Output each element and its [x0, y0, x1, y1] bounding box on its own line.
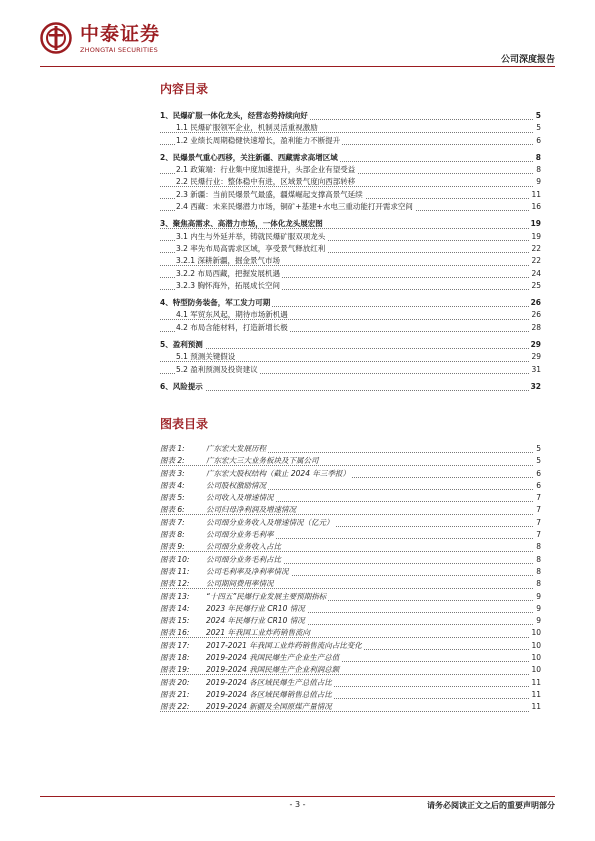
figure-title: 2023 年民爆行业 CR10 情况: [206, 603, 305, 613]
figure-page: 10: [529, 664, 541, 676]
toc-entry-page: 29: [529, 351, 541, 363]
toc-entry-page: 8: [534, 152, 541, 164]
toc-entry-title: 2.3 新疆：当前民爆景气最盛，疆煤崛起支撑高景气延续: [176, 189, 363, 199]
figure-entry[interactable]: [160, 480, 541, 492]
figure-page: 7: [534, 517, 541, 529]
toc-entry-page: 5: [534, 110, 541, 122]
figure-title: 公司归母净利润及增速情况: [206, 505, 296, 515]
figure-page: 11: [529, 677, 541, 689]
figure-label: 图表 18:: [160, 653, 190, 663]
figures-title: 图表目录: [160, 417, 209, 431]
toc-entry-title: 3.1 内生与外延并举，铸就民爆矿服双项龙头: [176, 231, 326, 241]
footer-divider: [40, 796, 555, 797]
toc-entry[interactable]: [160, 231, 541, 243]
figure-label: 图表 5:: [160, 493, 185, 503]
dot-leader: [160, 390, 541, 391]
toc-entry-title: 5.2 盈利预测及投资建议: [176, 364, 258, 374]
figure-page: 7: [534, 492, 541, 504]
figure-label: 图表 1:: [160, 444, 185, 453]
figure-label: 图表 14:: [160, 603, 190, 613]
toc-entry[interactable]: [160, 268, 541, 280]
figure-title: 公司细分业务毛利占比: [206, 554, 281, 564]
figure-page: 9: [534, 615, 541, 627]
toc-entry-page: 32: [529, 381, 541, 393]
figure-label: 图表 15:: [160, 616, 190, 626]
toc-entry-page: 22: [529, 243, 541, 255]
figure-title: 公司细分业务收入及增速情况（亿元）: [206, 517, 334, 527]
toc-entry-title: 1、民爆矿服一体化龙头，经营态势持续向好: [160, 111, 308, 120]
figure-title: 2019-2024 各区域民爆销售总值占比: [206, 689, 332, 699]
company-logo: [40, 22, 180, 62]
toc-entry-title: 2.2 民爆行业：整体稳中有进，区域景气度向西部转移: [176, 177, 356, 187]
figure-entry[interactable]: [160, 504, 541, 516]
contents-title: 内容目录: [160, 82, 209, 96]
logo-chinese-name: 中泰证券: [80, 23, 161, 45]
figure-title: 广东宏大三大业务板块及下属公司: [206, 456, 319, 466]
figure-entry[interactable]: [160, 701, 541, 713]
header-divider: [40, 66, 555, 67]
figure-entry[interactable]: [160, 591, 541, 603]
toc-entry-title: 2、民爆景气重心西移，关注新疆、西藏需求高增区域: [160, 152, 338, 162]
toc-entry-title: 2.4 西藏：未来民爆潜力市场，铜矿+基建+水电三重动能打开需求空间: [176, 202, 413, 212]
toc-entry[interactable]: [160, 122, 541, 134]
toc-entry-page: 28: [529, 322, 541, 334]
toc-entry[interactable]: [160, 201, 541, 213]
toc-entry[interactable]: [160, 218, 541, 230]
toc-entry-page: 19: [529, 231, 541, 243]
figure-title: 公司毛利率及净利率情况: [206, 566, 289, 576]
figure-title: 广东宏大股权结构（截止 2024 年三季报）: [206, 468, 350, 478]
figure-entry[interactable]: [160, 640, 541, 652]
figure-entry[interactable]: [160, 443, 541, 455]
figure-page: 7: [534, 529, 541, 541]
figure-label: 图表 16:: [160, 628, 190, 638]
figure-label: 图表 19:: [160, 665, 190, 675]
figure-title: 2019-2024 我国民爆生产企业利润总额: [206, 665, 340, 675]
figure-page: 10: [529, 627, 541, 639]
toc-entry[interactable]: [160, 255, 541, 267]
figure-label: 图表 9:: [160, 542, 185, 552]
toc-entry[interactable]: [160, 339, 541, 351]
toc-entry-title: 3.2 率先布局高需求区域，享受景气释放红利: [176, 243, 326, 253]
toc-entry-title: 2.1 政策端：行业集中度加速提升，头部企业有望受益: [176, 165, 356, 175]
figure-entry[interactable]: [160, 468, 541, 480]
figure-label: 图表 10:: [160, 554, 190, 564]
figure-label: 图表 21:: [160, 689, 190, 699]
logo-english-name: ZHONGTAI SECURITIES: [80, 46, 158, 54]
figure-entry[interactable]: [160, 664, 541, 676]
figure-page: 9: [534, 603, 541, 615]
toc-entry-page: 16: [529, 201, 541, 213]
figure-title: 公司细分业务毛利率: [206, 530, 274, 540]
figure-entry[interactable]: [160, 541, 541, 553]
toc-entry-title: 3.2.1 深耕新疆，掘金景气市场: [176, 256, 280, 266]
figure-title: 公司期间费用率情况: [206, 579, 274, 589]
figure-entry[interactable]: [160, 603, 541, 615]
figure-title: 公司收入及增速情况: [206, 493, 274, 503]
figure-title: 2021 年我国工业炸药销售流向: [206, 628, 310, 638]
figure-page: 8: [534, 554, 541, 566]
figure-entry[interactable]: [160, 566, 541, 578]
figure-page: 11: [529, 689, 541, 701]
contents-list: [160, 110, 541, 393]
figure-label: 图表 7:: [160, 517, 185, 527]
figure-page: 10: [529, 640, 541, 652]
page-number: - 3 -: [289, 800, 306, 809]
figure-label: 图表 12:: [160, 579, 190, 589]
zhongtai-logo-icon: [40, 22, 72, 54]
figure-entry[interactable]: [160, 689, 541, 701]
toc-entry-title: 5.1 预测关键假设: [176, 352, 236, 362]
toc-entry[interactable]: [160, 189, 541, 201]
figure-title: 2019-2024 新疆及全国原煤产量情况: [206, 702, 332, 712]
figure-label: 图表 8:: [160, 530, 185, 540]
figure-label: 图表 11:: [160, 566, 190, 576]
figure-page: 7: [534, 504, 541, 516]
toc-entry-page: 22: [529, 255, 541, 267]
toc-entry-title: 4、特型防务装备，军工发力可期: [160, 298, 271, 308]
toc-entry[interactable]: [160, 243, 541, 255]
figure-label: 图表 22:: [160, 702, 190, 712]
toc-entry-page: 5: [534, 122, 541, 134]
toc-entry[interactable]: [160, 152, 541, 164]
figure-label: 图表 4:: [160, 480, 185, 490]
toc-entry[interactable]: [160, 322, 541, 334]
toc-entry-title: 6、风险提示: [160, 381, 203, 391]
figure-title: 2017-2021 年我国工业炸药销售流向占比变化: [206, 640, 362, 650]
figure-page: 6: [534, 468, 541, 480]
figure-entry[interactable]: [160, 492, 541, 504]
toc-entry[interactable]: [160, 280, 541, 292]
figure-label: 图表 6:: [160, 505, 185, 515]
figure-title: 公司细分业务收入占比: [206, 542, 281, 552]
figure-label: 图表 20:: [160, 677, 190, 687]
toc-entry[interactable]: [160, 110, 541, 122]
toc-entry-title: 4.1 军贸东风起，期待市场新机遇: [176, 310, 288, 320]
figure-label: 图表 2:: [160, 456, 185, 466]
figures-list: [160, 443, 541, 714]
figure-page: 8: [534, 566, 541, 578]
figure-entry[interactable]: [160, 554, 541, 566]
toc-entry-title: 3、聚焦高需求、高潜力市场，一体化龙头展宏图: [160, 219, 323, 229]
disclaimer-text: 请务必阅读正文之后的重要声明部分: [427, 801, 555, 810]
toc-entry[interactable]: [160, 176, 541, 188]
figure-entry[interactable]: [160, 677, 541, 689]
dot-leader: [160, 348, 541, 349]
figure-title: “十四五”民爆行业发展主要预期指标: [206, 591, 327, 601]
figure-label: 图表 3:: [160, 468, 185, 478]
toc-entry-title: 1.2 业绩长周期稳健快速增长，盈利能力不断提升: [176, 135, 341, 145]
toc-entry-page: 29: [529, 339, 541, 351]
figure-title: 公司股权激励情况: [206, 480, 266, 490]
figure-title: 2019-2024 我国民爆生产企业生产总值: [206, 653, 340, 663]
figure-label: 图表 17:: [160, 640, 190, 650]
figure-page: 11: [529, 701, 541, 713]
figure-entry[interactable]: [160, 529, 541, 541]
figure-page: 5: [534, 455, 541, 467]
figure-entry[interactable]: [160, 652, 541, 664]
toc-entry-page: 8: [534, 164, 541, 176]
toc-entry-page: 6: [534, 135, 541, 147]
toc-entry-title: 3.2.2 布局西藏，把握发展机遇: [176, 268, 280, 278]
toc-entry-title: 4.2 布局含能材料，打造新增长极: [176, 322, 288, 332]
toc-entry-page: 19: [529, 218, 541, 230]
figure-page: 8: [534, 578, 541, 590]
figure-page: 5: [534, 443, 541, 455]
toc-entry-title: 1.1 民爆矿服领军企业，机制灵活重视激励: [176, 123, 318, 133]
toc-entry-page: 24: [529, 268, 541, 280]
figure-page: 8: [534, 541, 541, 553]
toc-entry[interactable]: [160, 381, 541, 393]
toc-entry-page: 11: [529, 189, 541, 201]
figure-label: 图表 13:: [160, 591, 190, 601]
toc-entry[interactable]: [160, 135, 541, 147]
toc-entry-page: 26: [529, 309, 541, 321]
toc-entry[interactable]: [160, 364, 541, 376]
figure-title: 2019-2024 各区域民爆生产总值占比: [206, 677, 332, 687]
toc-entry-page: 25: [529, 280, 541, 292]
report-type-label: 公司深度报告: [500, 55, 555, 65]
toc-entry[interactable]: [160, 351, 541, 363]
figure-page: 10: [529, 652, 541, 664]
figure-entry[interactable]: [160, 517, 541, 529]
toc-entry-title: 3.2.3 胸怀海外，拓展成长空间: [176, 280, 280, 290]
toc-entry[interactable]: [160, 297, 541, 309]
figure-entry[interactable]: [160, 615, 541, 627]
toc-entry[interactable]: [160, 164, 541, 176]
figure-entry[interactable]: [160, 627, 541, 639]
figure-title: 广东宏大发展历程: [206, 444, 266, 453]
figure-page: 9: [534, 591, 541, 603]
figure-entry[interactable]: [160, 578, 541, 590]
toc-entry-title: 5、盈利预测: [160, 340, 203, 350]
toc-entry-page: 9: [534, 176, 541, 188]
toc-entry[interactable]: [160, 309, 541, 321]
figure-entry[interactable]: [160, 455, 541, 467]
figure-page: 6: [534, 480, 541, 492]
figure-title: 2024 年民爆行业 CR10 情况: [206, 616, 305, 626]
page-header: [0, 0, 595, 68]
toc-entry-page: 31: [529, 364, 541, 376]
toc-entry-page: 26: [529, 297, 541, 309]
